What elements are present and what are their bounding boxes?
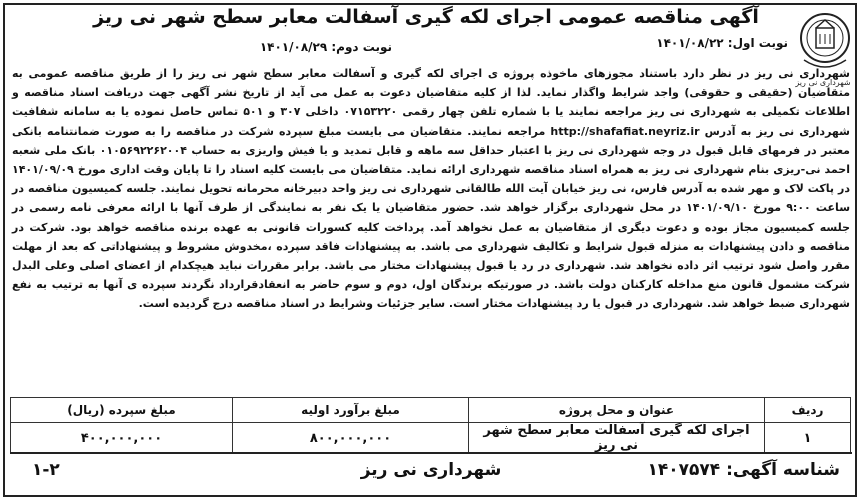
second-round-date: نوبت دوم: ۱۴۰۱/۰۸/۲۹ — [259, 40, 392, 54]
first-round-date: نوبت اول: ۱۴۰۱/۰۸/۲۲ — [656, 36, 788, 50]
header-deposit: مبلغ سپرده (ریال) — [11, 398, 233, 423]
header-estimate: مبلغ برآورد اولیه — [233, 398, 469, 423]
table-header-row — [11, 398, 851, 423]
issuer-name: شهرداری نی ریز — [360, 460, 502, 480]
body-paragraph-conditions: مراجعه نمایند. متقاضیان می بایست مبلغ سپرده شرکت در مناقصه را به صورت ضمانتنامه بانکی معتبر در فرمهای قابل قبول در وجه شهرداری نی ریز با اعتبار حداقل سه ماهه و قابل تمدید و یا فیش واریزی به حساب ۰۱۰۵۶۹۲۲۶۲۰۰۴ بانک ملی شعبه احمد نی-ریزی بنام شهرداری نی ریز به همراه اسناد مناقصه شهرداری ارائه نماید. متقاضیان می بایست کلیه اسناد را تا پایان وقت اداری مورخ ۱۴۰۱/۰۹/۰۹ در پاکت لاک و مهر شده به آدرس فارس، نی ریز خیابان آیت الله طالقانی شهرداری نی ریز واحد دبیرخانه محرمانه تحویل نمایند. جلسه کمیسیون مناقصه در ساعت ۹:۰۰ مورخ ۱۴۰۱/۰۹/۱۰ در محل شهرداری برگزار خواهد شد. حضور متقاضیان یا یک نفر به نمایندگی از طرف آنها با ارائه معرفی نامه رسمی در جلسه کمیسیون مجاز بوده و دعوت دیگری از متقاضیان به عمل نخواهد آمد. پرداخت کلیه کسورات قانونی به عهده برنده مناقصه خواهد بود. شرکت در مناقصه و دادن پیشنهادات به منزله قبول شرایط و تکالیف شهرداری می باشد. به پیشنهادات فاقد سپرده ،مخدوش مشروط و پیشنهاداتی که بعد از مهلت مقرر واصل شود ترتیب اثر داده نخواهد شد. شهرداری در رد یا قبول پیشنهادات مختار می باشد. برابر مقررات نباید هیچکدام از اعضای اصلی وعلی البدل شرکت مشمول قانون منع مداخله کارکنان دولت باشد. در صورتیکه برندگان اول، دوم و سوم حاضر به انعقادقرارداد نگردند سپرده ی آنها به ترتیب به نفع شهرداری ضبط خواهد شد. شهرداری در قبول یا رد پیشنهادات مختار است. سایر جزئیات وشرایط در اسناد مناقصه درج گردیده است. — [12, 124, 851, 311]
header-row-number: ردیف — [765, 398, 851, 423]
notice-title: آگهی مناقصه عمومی اجرای لکه گیری آسفالت معابر سطح شهر نی ریز — [93, 6, 759, 28]
tender-items-table — [10, 397, 851, 454]
notice-body — [12, 64, 850, 314]
cell-project-title: اجرای لکه گیری آسفالت معابر سطح شهر نی ریز — [469, 423, 765, 454]
body-paragraph-intro: شهرداری نی ریز در نظر دارد باستناد مجوزهای ماخوذه پروژه ی اجرای لکه گیری و آسفالت معابر سطح شهر نی ریز را از طریق مناقصه عمومی به متقاضیان (حقیقی و حقوقی) واجد شرایط واگذار نماید. لذا از کلیه متقاضیان دعوت به عمل می آید از تاریخ نشر آگهی جهت دریافت اسناد مناقصه و اطلاعات تکمیلی به شهرداری نی ریز مراجعه نمایند یا با شماره تلفن چهار رقمی ۰۷۱۵۳۲۲۰ داخلی ۳۰۷ و ۵۰۱ تماس حاصل نموده یا به سامانه شفافیت شهرداری نی ریز به آدرس — [12, 67, 850, 138]
header-project-title: عنوان و محل پروژه — [469, 398, 765, 423]
notice-footer — [10, 452, 852, 492]
cell-row-number: ۱ — [765, 423, 851, 454]
ad-identifier: شناسه آگهی: ۱۴۰۷۵۷۴ — [647, 460, 840, 480]
cell-deposit: ۴۰۰,۰۰۰,۰۰۰ — [11, 423, 233, 454]
cell-estimate: ۸۰۰,۰۰۰,۰۰۰ — [233, 423, 469, 454]
transparency-url-link[interactable]: http://shafafiat.neyriz.ir — [550, 124, 700, 138]
logo-caption: شهرداری نی ریز — [795, 78, 851, 87]
table-row — [11, 423, 851, 454]
page-code: ۱-۲ — [32, 460, 60, 480]
